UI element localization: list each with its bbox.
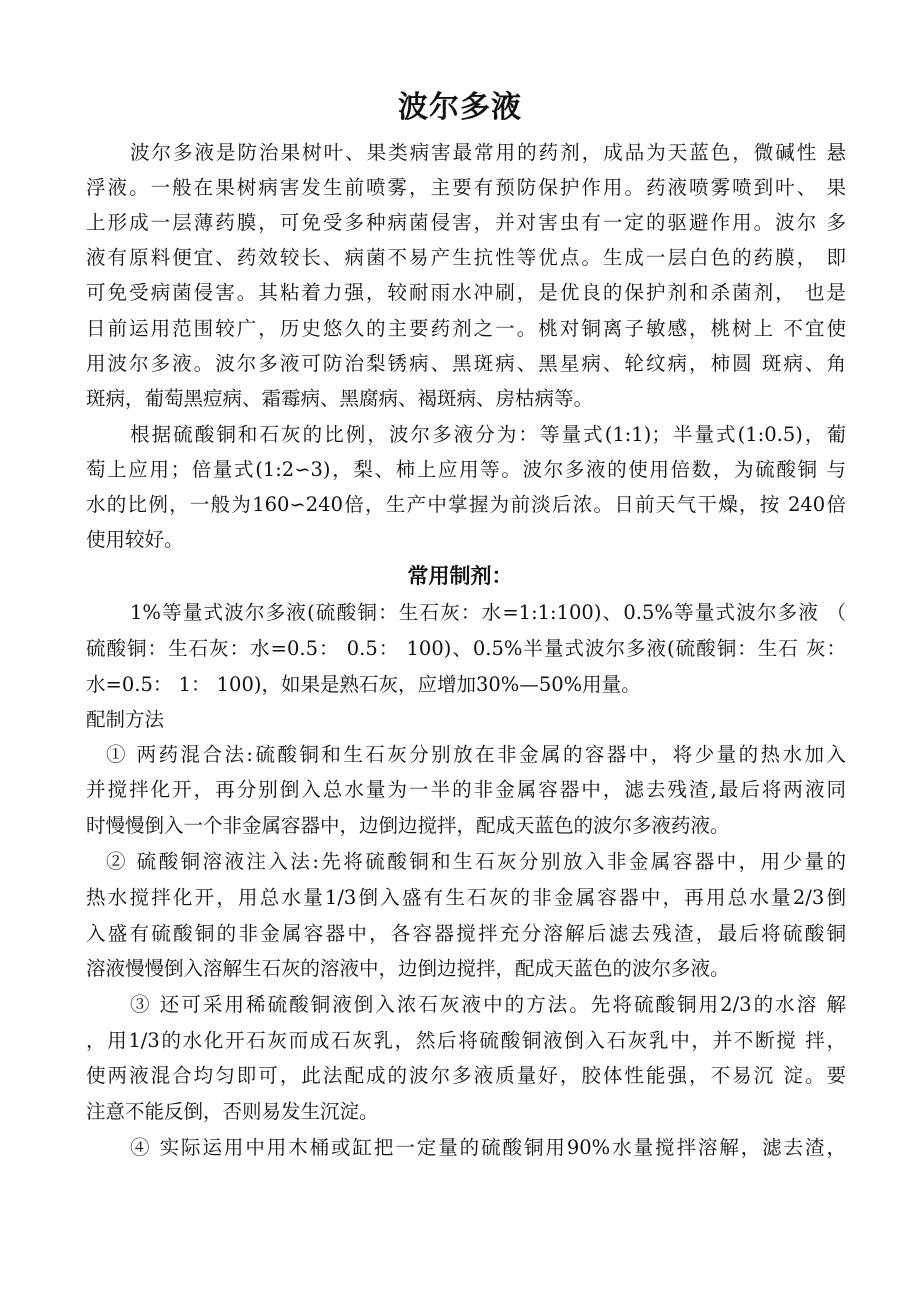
intro-line: 浮液。一般在果树病害发生前喷雾，主要有预防保护作用。药液喷雾喷到叶、 果 [86,176,846,199]
intro-line: 斑病，葡萄黑痘病、霜霉病、黑腐病、褐斑病、房枯病等。 [86,387,594,410]
intro-line: 可免受病菌侵害。其粘着力强，较耐雨水冲刷，是优良的保护剂和杀菌剂， 也是 [86,281,846,304]
method3-line: ，用1/3的水化开石灰而成石灰乳，然后将硫酸铜液倒入石灰乳中，并不断搅 拌， [86,1029,846,1052]
intro-line: 上形成一层薄药膜，可免受多种病菌侵害，并对害虫有一定的驱避作用。波尔 多 [86,211,846,234]
method1-line: 并搅拌化开，再分别倒入总水量为一半的非金属容器中，滤去残渣,最后将两液同 [86,778,846,801]
method2-line: 热水搅拌化开，用总水量1/3倒入盛有生石灰的非金属容器中，再用总水量2/3倒 [86,886,846,909]
ratio-line: 使用较好。 [86,528,184,551]
formula-line: 水=0.5： 1： 100)，如果是熟石灰，应增加30%—50%用量。 [86,673,641,696]
method-heading: 配制方法 [86,708,165,731]
method4-line: ④ 实际运用中用木桶或缸把一定量的硫酸铜用90%水量搅拌溶解，滤去渣， [130,1136,846,1159]
method1-line: 时慢慢倒入一个非金属容器中，边倒边搅拌，配成天蓝色的波尔多液药液。 [86,814,730,837]
page-title: 波尔多液 [398,90,522,125]
method2-line: 入盛有硫酸铜的非金属容器中，各容器搅拌充分溶解后滤去残渣，最后将硫酸铜 [86,922,846,945]
method3-line: ③ 还可采用稀硫酸铜液倒入浓石灰液中的方法。先将硫酸铜用2/3的水溶 解 [130,993,846,1016]
intro-line: 液有原料便宜、药效较长、病菌不易产生抗性等优点。生成一层白色的药膜， 即 [86,246,846,269]
intro-line: 日前运用范围较广，历史悠久的主要药剂之一。桃对铜离子敏感，桃树上 不宜使 [86,317,846,340]
ratio-line: 根据硫酸铜和石灰的比例，波尔多液分为：等量式(1:1)；半量式(1:0.5)，葡 [130,423,846,446]
formula-line: 1%等量式波尔多液(硫酸铜：生石灰：水=1:1:100)、0.5%等量式波尔多液 （ [130,601,846,624]
method3-line: 注意不能反倒，否则易发生沉淀。 [86,1100,379,1123]
method1-line: ① 两药混合法:硫酸铜和生石灰分别放在非金属的容器中，将少量的热水加入 [106,743,846,766]
intro-line: 用波尔多液。波尔多液可防治梨锈病、黑斑病、黑星病、轮纹病，柿圆 斑病、角 [86,352,846,375]
method2-line: 溶液慢慢倒入溶解生石灰的溶液中，边倒边搅拌，配成天蓝色的波尔多液。 [86,957,730,980]
ratio-line: 萄上应用；倍量式(1:2∽3)，梨、柿上应用等。波尔多液的使用倍数，为硫酸铜 与 [86,458,846,481]
formula-line: 硫酸铜：生石灰：水=0.5： 0.5： 100)、0.5%半量式波尔多液(硫酸铜：生石 灰： [86,637,846,660]
method2-line: ② 硫酸铜溶液注入法:先将硫酸铜和生石灰分别放入非金属容器中，用少量的 [106,850,846,873]
method3-line: 使两液混合均匀即可，此法配成的波尔多液质量好，胶体性能强，不易沉 淀。要 [86,1064,846,1087]
ratio-line: 水的比例，一般为160∽240倍，生产中掌握为前淡后浓。日前天气干燥，按 240倍 [86,493,846,516]
intro-line: 波尔多液是防治果树叶、果类病害最常用的药剂，成品为天蓝色，微碱性 悬 [130,141,846,164]
section-heading: 常用制剂： [407,564,513,588]
